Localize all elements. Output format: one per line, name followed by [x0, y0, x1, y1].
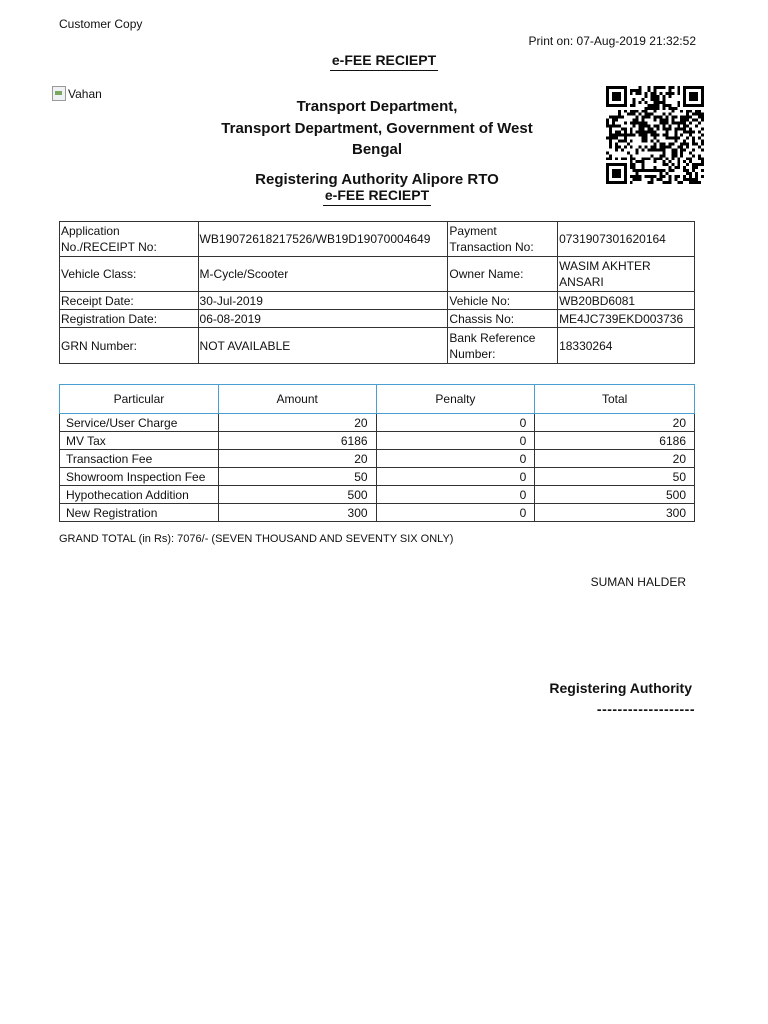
table-row — [60, 328, 695, 364]
total-cell: 500 — [535, 486, 695, 504]
owner-value: WASIM AKHTER ANSARI — [558, 257, 695, 292]
table-row — [60, 432, 695, 450]
table-row — [60, 257, 695, 292]
registration-date-value: 06-08-2019 — [198, 310, 448, 328]
customer-copy-label: Customer Copy — [59, 17, 143, 31]
print-timestamp: Print on: 07-Aug-2019 21:32:52 — [528, 34, 696, 48]
amount-cell: 20 — [218, 414, 376, 432]
fee-header-row — [60, 385, 695, 414]
receipt-title: e-FEE RECIEPT — [0, 52, 768, 70]
total-cell: 50 — [535, 468, 695, 486]
header-penalty: Penalty — [376, 385, 535, 414]
amount-cell: 50 — [218, 468, 376, 486]
amount-cell: 6186 — [218, 432, 376, 450]
owner-label: Owner Name: — [448, 257, 558, 292]
chassis-value: ME4JC739EKD003736 — [558, 310, 695, 328]
penalty-cell: 0 — [376, 504, 535, 522]
penalty-cell: 0 — [376, 450, 535, 468]
signature-line: ------------------- — [596, 701, 695, 717]
table-row — [60, 222, 695, 257]
header-amount: Amount — [218, 385, 376, 414]
logo-alt-text: Vahan — [68, 86, 102, 101]
particular-cell: Hypothecation Addition — [60, 486, 219, 504]
payment-txn-label: Payment Transaction No: — [448, 222, 558, 257]
app-no-value: WB19072618217526/WB19D19070004649 — [198, 222, 448, 257]
total-cell: 20 — [535, 414, 695, 432]
vehicle-no-label: Vehicle No: — [448, 292, 558, 310]
receipt-date-value: 30-Jul-2019 — [198, 292, 448, 310]
particular-cell: Showroom Inspection Fee — [60, 468, 219, 486]
department-line-2: Transport Department, Government of West — [221, 119, 533, 137]
app-no-label: Application No./RECEIPT No: — [60, 222, 199, 257]
table-row — [60, 310, 695, 328]
particular-cell: Transaction Fee — [60, 450, 219, 468]
penalty-cell: 0 — [376, 486, 535, 504]
receipt-info-table — [59, 221, 695, 364]
penalty-cell: 0 — [376, 468, 535, 486]
payment-txn-value: 0731907301620164 — [558, 222, 695, 257]
registering-authority-heading: Registering Authority Alipore RTO — [255, 171, 499, 188]
total-cell: 300 — [535, 504, 695, 522]
vehicle-class-label: Vehicle Class: — [60, 257, 199, 292]
total-cell: 20 — [535, 450, 695, 468]
total-cell: 6186 — [535, 432, 695, 450]
particular-cell: New Registration — [60, 504, 219, 522]
registering-authority-label: Registering Authority — [549, 680, 692, 696]
department-line-3: Bengal — [351, 141, 402, 158]
chassis-label: Chassis No: — [448, 310, 558, 328]
amount-cell: 20 — [218, 450, 376, 468]
grn-value: NOT AVAILABLE — [198, 328, 448, 364]
fee-table — [59, 384, 695, 522]
bank-ref-value: 18330264 — [558, 328, 695, 364]
grn-label: GRN Number: — [60, 328, 199, 364]
table-row — [60, 486, 695, 504]
particular-cell: Service/User Charge — [60, 414, 219, 432]
signer-name: SUMAN HALDER — [590, 575, 686, 589]
vehicle-no-value: WB20BD6081 — [558, 292, 695, 310]
penalty-cell: 0 — [376, 432, 535, 450]
table-row — [60, 414, 695, 432]
table-row — [60, 450, 695, 468]
bank-ref-label: Bank Reference Number: — [448, 328, 558, 364]
vehicle-class-value: M-Cycle/Scooter — [198, 257, 448, 292]
penalty-cell: 0 — [376, 414, 535, 432]
table-row — [60, 468, 695, 486]
table-row — [60, 292, 695, 310]
header-total: Total — [535, 385, 695, 414]
qr-code — [606, 86, 704, 184]
particular-cell: MV Tax — [60, 432, 219, 450]
header-particular: Particular — [60, 385, 219, 414]
registration-date-label: Registration Date: — [60, 310, 199, 328]
receipt-title-2: e-FEE RECIEPT — [200, 187, 554, 205]
grand-total: GRAND TOTAL (in Rs): 7076/- (SEVEN THOUSAND AND SEVENTY SIX ONLY) — [59, 533, 454, 545]
table-row — [60, 504, 695, 522]
department-heading — [200, 96, 554, 161]
broken-image-icon — [52, 86, 66, 101]
vahan-logo — [52, 86, 102, 101]
receipt-date-label: Receipt Date: — [60, 292, 199, 310]
department-line-1: Transport Department, — [296, 98, 458, 115]
amount-cell: 300 — [218, 504, 376, 522]
amount-cell: 500 — [218, 486, 376, 504]
